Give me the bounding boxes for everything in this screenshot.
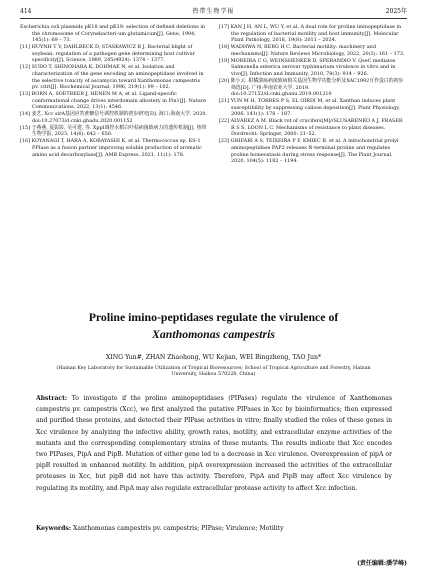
abstract-text: To investigate if the proline aminopeptidases (PIPases) regulate the virulence of Xanthomonas campestris pv. campestris (Xcc), we first analyzed the putative PIPases in Xcc by bioinformatics; then expressed and purified these proteins, and detected their PIPase activities in vitro; finally studied the roles of these genes in Xcc virulence by analyzing the infective ability, growth rates, motility, and extracellular enzyme activities of the mutants and the corresponding complementary strains of these mutants. The results indicate that Xcc encodes two PIPases, PipA and PipB. Mutation of either gene led to a decrease in Xcc virulence. Overexpression of pipA or pipB resulted in enhanced motility. In addition, pipA overexpression increased the activities of the extracellular proteases in Xcc, but pipB did not have this activity. Therefore, PipA and PipB may affect Xcc virulence by regulating its motility, and PipA may also regulate extracellular protease activity to affect Xcc infection. [36, 395, 393, 492]
page-number: 414 [20, 8, 32, 15]
reference-item: [17] KAN J H, AN L, WU Y, et al. A dual role for proline iminopeptidase in the regulation of bacterial motility and host immunity[J]. Molecular Plant Pathology, 2018, 19(8): 2011 – 2024. [219, 24, 402, 44]
reference-item: [14] 姜艺. Xcc sirA基因应答蔗糖信号调控机制的初步研究[D]. 海口:海南大学, 2020. doi:10.27073/d.cnki.ghadu.2020.001152 [20, 111, 208, 124]
affiliation: (Hainan Key Laboratory for Sustainable Utilization of Tropical Bioresources; School of Tropical Agriculture and Forestry, Hainan University, Haikou 570228, China) [56, 366, 371, 378]
running-header [20, 6, 407, 19]
references-right-column [219, 24, 407, 165]
reference-item: [21] YUN M H, TORRES P S, EL OIRDI M, et al. Xanthan induces plant susceptibility by suppressing callose deposition[J]. Plant Physiology, 2006, 141(1): 178 – 187. [219, 98, 400, 118]
reference-item: [20] 陈小云. 柑橘溃疡病菌致病相关基因生物学功能分析及XAC1992互作蛋白的初步筛选[D]. 广州:华南农业大学, 2019. doi:10.27152/d.cnki.ghanu.2019.001210 [219, 77, 404, 98]
reference-item: [18] WADHWA N, BERG H C. Bacterial motility: machinery and mechanisms[J]. Nature Reviews Microbiology, 2022, 20(3): 161 – 173. [219, 44, 405, 57]
journal-name: 热带生物学报 [192, 8, 235, 15]
keywords [36, 524, 392, 533]
title-line-2: Xanthomonas campestris [152, 327, 275, 341]
responsible-editor: (责任编辑:潘学峰) [357, 560, 407, 567]
references-left-column [20, 24, 208, 159]
reference-item: [13] BORN A, SOETBEER J, HENEN M A, et al. Ligand-specific conformational change drives interdomain allostery in Pin1[J]. Nature Communications, 2022, 13(1): 4546. [20, 91, 207, 111]
abstract [36, 393, 392, 494]
reference-item: [11] HUYNH T V, DAHLBECK D, STASKAWICZ B J. Bacterial blight of soybean: regulation of a pathogen gene determining host cultivar specificity[J]. Science, 1989, 245(4924): 1374 – 1377. [20, 44, 196, 64]
reference-item: [12] SUDO T, SHINOHARA K, DOHMAE N, et al. Isolation and characterization of the gene encoding an aminopeptidase involved in the selective toxicity of ascamycin toward Xanthomonas campestris pv. citri[J]. Biochemical Journal, 1996, 319(1): 99 – 102. [20, 64, 204, 91]
keywords-text: Xanthomonas campestris pv. campestris; PIPase; Virulence; Motility [72, 525, 284, 532]
keywords-label: Keywords: [36, 525, 72, 532]
reference-item: [16] KOYANAGI T, HARA A, KOBAYASHI K, et al. Thermococcus sp. KS-1 PPIase as a fusion partner improving soluble production of aromatic amino acid decarboxylase[J]. AMB Express, 2021, 11(1): 178. [20, 138, 202, 158]
reference-item: [23] GHIFARI A S, TEIXEIRA P F, KMIEC B, et al. A mitochondrial prolyl aminopeptidase PAP2 releases N-terminal proline and regulates proline homeostasis during stress response[J]. The Plant Journal, 2020, 104(5): 1182 – 1194. [219, 138, 399, 165]
title-line-1: Proline imino-peptidases regulate the virulence of [88, 310, 339, 324]
article-title [20, 309, 407, 343]
reference-item: [15] 于燕燕, 夏影影, 吴可建, 等. XppI调控水稻白叶枯病菌致病力的遗传机制[J]. 热带生物学报, 2023, 14(6): 642 – 650. [20, 124, 207, 138]
reference-item: [22] ALVAREZ A M. Black rot of crucifers[M]//SLUSARENKO A J, FRASER R S S, LOON L C. Mechanisms of resistance to plant diseases. Dordrecht: Springer, 2000: 21–52. [219, 118, 403, 138]
reference-item: [19] MOREIRA C G, WEINSHENKER D, SPERANDIO V. QseC mediates Salmonella enterica serovar typhimurium virulence in vitro and in vivo[J]. Infection and Immunity, 2010, 78(3): 914 – 926. [219, 57, 396, 77]
reference-item: Escherichia coli plasmids pK18 and pK19: selection of defined deletions in the chromosome of Corynebacteri-um glutamicum[J]. Gene, 1994, 145(1): 69 – 73. [20, 24, 206, 44]
author-list: XING Yun#, ZHAN Zhaohong, WU Kejian, WEI Bingzheng, TAO Jun* [105, 354, 322, 361]
journal-year: 2025年 [385, 8, 407, 15]
abstract-label: Abstract: [36, 395, 68, 402]
